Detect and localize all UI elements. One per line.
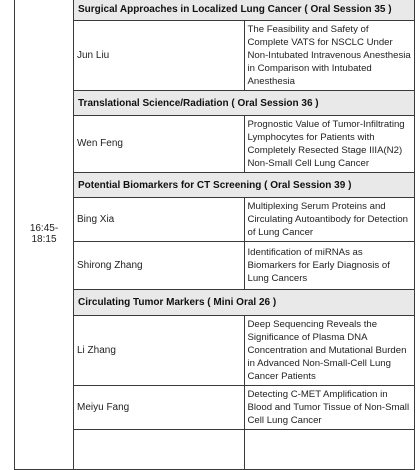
- talk-row: [15, 242, 415, 290]
- speaker-name: Jun Liu: [74, 21, 245, 91]
- talk-title: Deep Sequencing Reveals the Significance of Plasma DNA Concentration and Mutational Burden in Advanced Non-Small-Cell Lung Cancer Patients: [244, 316, 415, 386]
- talk-row: [15, 316, 415, 386]
- time-slot-cell: 16:45-18:15: [15, 0, 74, 470]
- talk-row: [15, 386, 415, 430]
- speaker-name: Bing Xia: [74, 198, 245, 242]
- section-heading: Potential Biomarkers for CT Screening ( Oral Session 39 ): [74, 173, 415, 198]
- section-row: [15, 91, 415, 116]
- section-heading: Surgical Approaches in Localized Lung Cancer ( Oral Session 35 ): [74, 0, 415, 21]
- talk-row: [15, 21, 415, 91]
- talk-row: [15, 116, 415, 173]
- talk-title: Prognostic Value of Tumor-Infiltrating Lymphocytes for Patients with Completely Resected Stage IIIA(N2) Non-Small Cell Lung Cancer: [244, 116, 415, 173]
- section-row: [15, 173, 415, 198]
- talk-row: [15, 430, 415, 470]
- section-heading: Translational Science/Radiation ( Oral Session 36 ): [74, 91, 415, 116]
- section-heading: Circulating Tumor Markers ( Mini Oral 26 ): [74, 290, 415, 316]
- talk-title: Multiplexing Serum Proteins and Circulating Autoantibody for Detection of Lung Cancer: [244, 198, 415, 242]
- talk-row: [15, 198, 415, 242]
- talk-title: [244, 430, 415, 470]
- talk-title: The Feasibility and Safety of Complete VATS for NSCLC Under Non-Intubated Intravenous Anesthesia in Comparison with Intubated Anesthesia: [244, 21, 415, 91]
- speaker-name: Li Zhang: [74, 316, 245, 386]
- speaker-name: [74, 430, 245, 470]
- speaker-name: Meiyu Fang: [74, 386, 245, 430]
- talk-title: Detecting C-MET Amplification in Blood and Tumor Tissue of Non-Small Cell Lung Cancer: [244, 386, 415, 430]
- speaker-name: Shirong Zhang: [74, 242, 245, 290]
- section-row: [15, 290, 415, 316]
- session-schedule-table: [14, 0, 415, 470]
- talk-title: Identification of miRNAs as Biomarkers for Early Diagnosis of Lung Cancers: [244, 242, 415, 290]
- section-row: [15, 0, 415, 21]
- speaker-name: Wen Feng: [74, 116, 245, 173]
